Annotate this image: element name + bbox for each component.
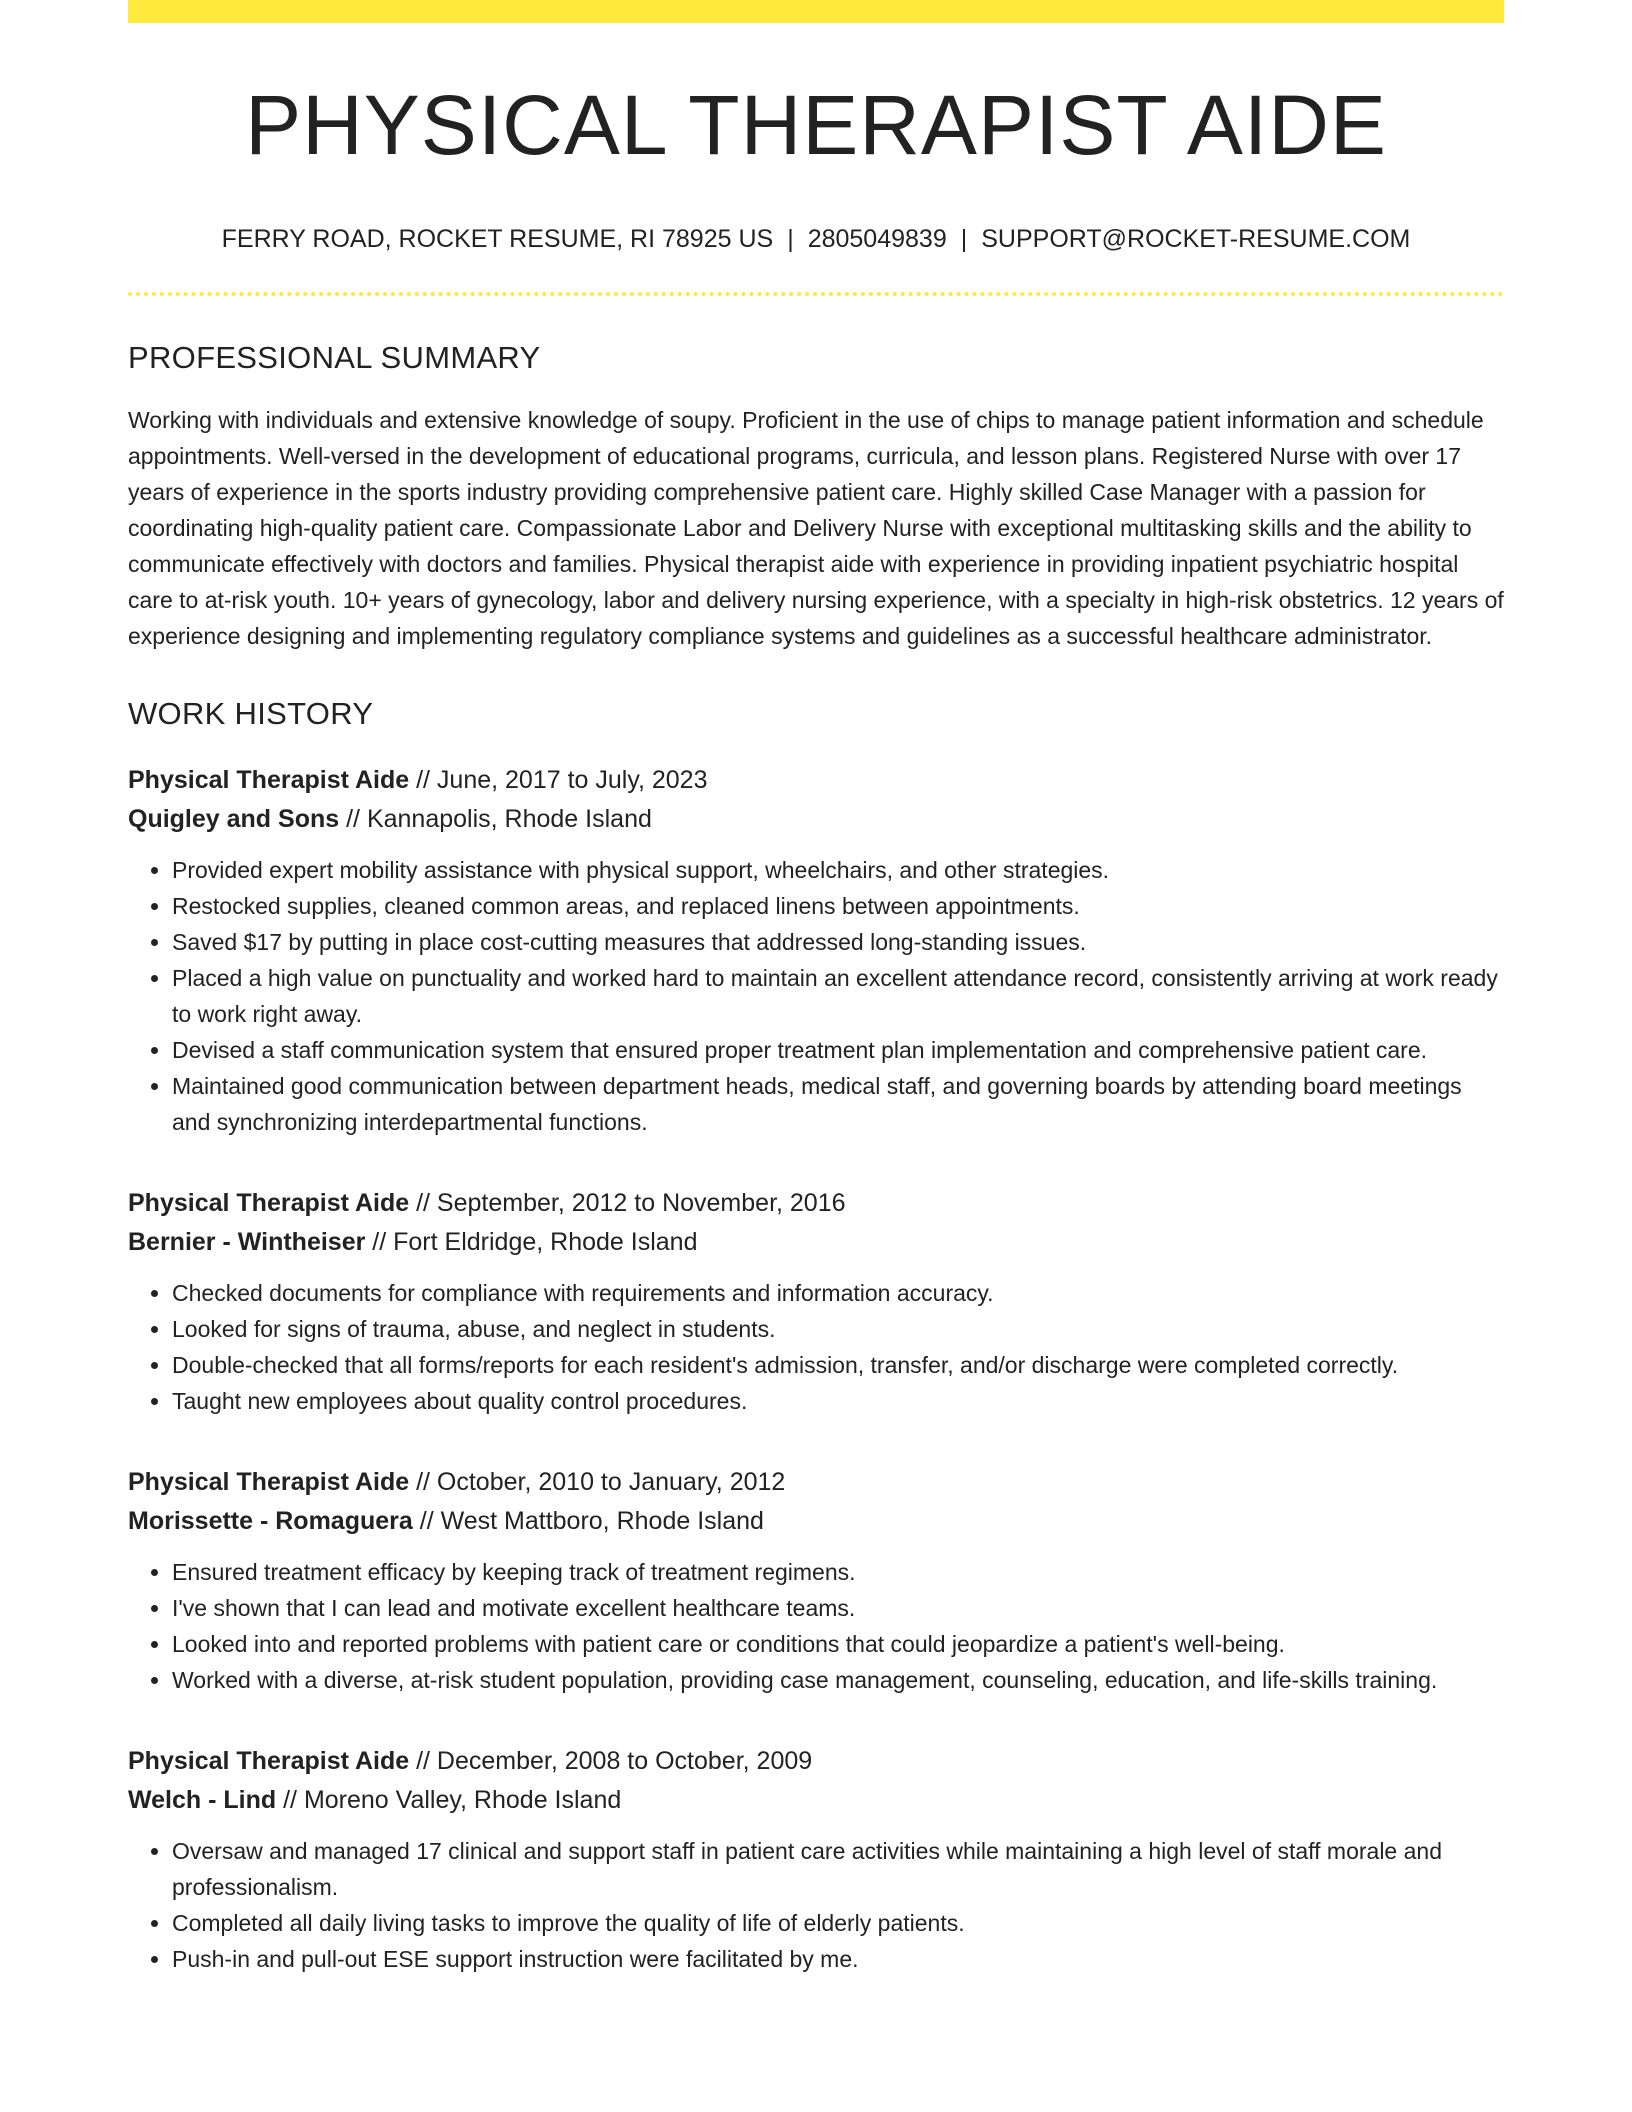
duty-item: • Taught new employees about quality control procedures.	[172, 1383, 1504, 1419]
job-entry	[128, 1184, 1504, 1419]
duty-item: • Provided expert mobility assistance with physical support, wheelchairs, and other strategies.	[172, 852, 1504, 888]
company-name: Welch - Lind	[128, 1786, 277, 1814]
duty-item: • Checked documents for compliance with requirements and information accuracy.	[172, 1275, 1504, 1311]
job-location: // Fort Eldridge, Rhode Island	[372, 1228, 698, 1256]
job-dates: // June, 2017 to July, 2023	[416, 766, 708, 794]
company-name: Bernier - Wintheiser	[128, 1228, 366, 1256]
contact-separator: |	[960, 225, 968, 253]
dotted-divider	[128, 292, 1504, 296]
email-link[interactable]: SUPPORT@ROCKET-RESUME.COM	[981, 225, 1411, 253]
job-entry	[128, 1742, 1504, 1977]
duty-item: • Saved $17 by putting in place cost-cutting measures that addressed long-standing issues.	[172, 924, 1504, 960]
job-title-line	[128, 761, 1504, 800]
job-company-line	[128, 1223, 1504, 1262]
contact-separator: |	[787, 225, 794, 253]
duty-item: • Looked for signs of trauma, abuse, and neglect in students.	[172, 1311, 1504, 1347]
job-dates: // September, 2012 to November, 2016	[416, 1189, 846, 1217]
job-title-line	[128, 1463, 1504, 1502]
duty-item: • Worked with a diverse, at-risk student population, providing case management, counseling, education, and life-skills training.	[172, 1662, 1504, 1698]
company-name: Quigley and Sons	[128, 805, 340, 833]
duty-item: • Placed a high value on punctuality and worked hard to maintain an excellent attendance record, consistently arriving at work ready to work right away.	[172, 960, 1504, 1032]
resume-name: PHYSICAL THERAPIST AIDE	[245, 78, 1387, 172]
duty-item: • Oversaw and managed 17 clinical and support staff in patient care activities while maintaining a high level of staff morale and professionalism.	[172, 1833, 1504, 1905]
company-name: Morissette - Romaguera	[128, 1507, 413, 1535]
contact-line	[128, 227, 1504, 252]
job-title-line	[128, 1184, 1504, 1223]
job-title-line	[128, 1742, 1504, 1781]
job-company-line	[128, 1502, 1504, 1541]
duty-item: • Push-in and pull-out ESE support instruction were facilitated by me.	[172, 1941, 1504, 1977]
job-title: Physical Therapist Aide	[128, 1189, 410, 1217]
address: FERRY ROAD, ROCKET RESUME, RI 78925 US	[221, 225, 774, 253]
job-title: Physical Therapist Aide	[128, 1747, 410, 1775]
resume-page	[128, 0, 1504, 1977]
job-title: Physical Therapist Aide	[128, 1468, 410, 1496]
duty-list	[128, 1554, 1504, 1698]
duty-item: • Double-checked that all forms/reports for each resident's admission, transfer, and/or discharge were completed correctly.	[172, 1347, 1504, 1383]
duty-list	[128, 1275, 1504, 1419]
accent-bar	[128, 0, 1504, 23]
duty-item: • Completed all daily living tasks to improve the quality of life of elderly patients.	[172, 1905, 1504, 1941]
job-location: // Kannapolis, Rhode Island	[346, 805, 652, 833]
job-dates: // October, 2010 to January, 2012	[416, 1468, 786, 1496]
duty-item: • Looked into and reported problems with patient care or conditions that could jeopardize a patient's well-being.	[172, 1626, 1504, 1662]
job-company-line	[128, 800, 1504, 839]
job-location: // West Mattboro, Rhode Island	[419, 1507, 764, 1535]
job-entry	[128, 761, 1504, 1140]
summary-text: Working with individuals and extensive knowledge of soupy. Proficient in the use of chips to manage patient information and schedule appointments. Well-versed in the development of educational programs, curricula, and lesson plans. Registered Nurse with over 17 years of experience in the sports industry providing comprehensive patient care. Highly skilled Case Manager with a passion for coordinating high-quality patient care. Compassionate Labor and Delivery Nurse with exceptional multitasking skills and the ability to communicate effectively with doctors and families. Physical therapist aide with experience in providing inpatient psychiatric hospital care to at-risk youth. 10+ years of gynecology, labor and delivery nursing experience, with a specialty in high-risk obstetrics. 12 years of experience designing and implementing regulatory compliance systems and guidelines as a successful healthcare administrator.	[128, 407, 1504, 649]
job-location: // Moreno Valley, Rhode Island	[283, 1786, 622, 1814]
duty-item: • Devised a staff communication system that ensured proper treatment plan implementation and comprehensive patient care.	[172, 1032, 1504, 1068]
phone: 2805049839	[807, 225, 947, 253]
duty-item: • Ensured treatment efficacy by keeping track of treatment regimens.	[172, 1554, 1504, 1590]
job-company-line	[128, 1781, 1504, 1820]
duty-item: • Maintained good communication between department heads, medical staff, and governing boards by attending board meetings and synchronizing interdepartmental functions.	[172, 1068, 1504, 1140]
job-dates: // December, 2008 to October, 2009	[416, 1747, 813, 1775]
work-history-heading: WORK HISTORY	[128, 696, 374, 731]
duty-item: • Restocked supplies, cleaned common areas, and replaced linens between appointments.	[172, 888, 1504, 924]
summary-heading: PROFESSIONAL SUMMARY	[128, 340, 541, 375]
duty-list	[128, 1833, 1504, 1977]
job-title: Physical Therapist Aide	[128, 766, 410, 794]
duty-list	[128, 852, 1504, 1140]
duty-item: • I've shown that I can lead and motivate excellent healthcare teams.	[172, 1590, 1504, 1626]
job-entry	[128, 1463, 1504, 1698]
